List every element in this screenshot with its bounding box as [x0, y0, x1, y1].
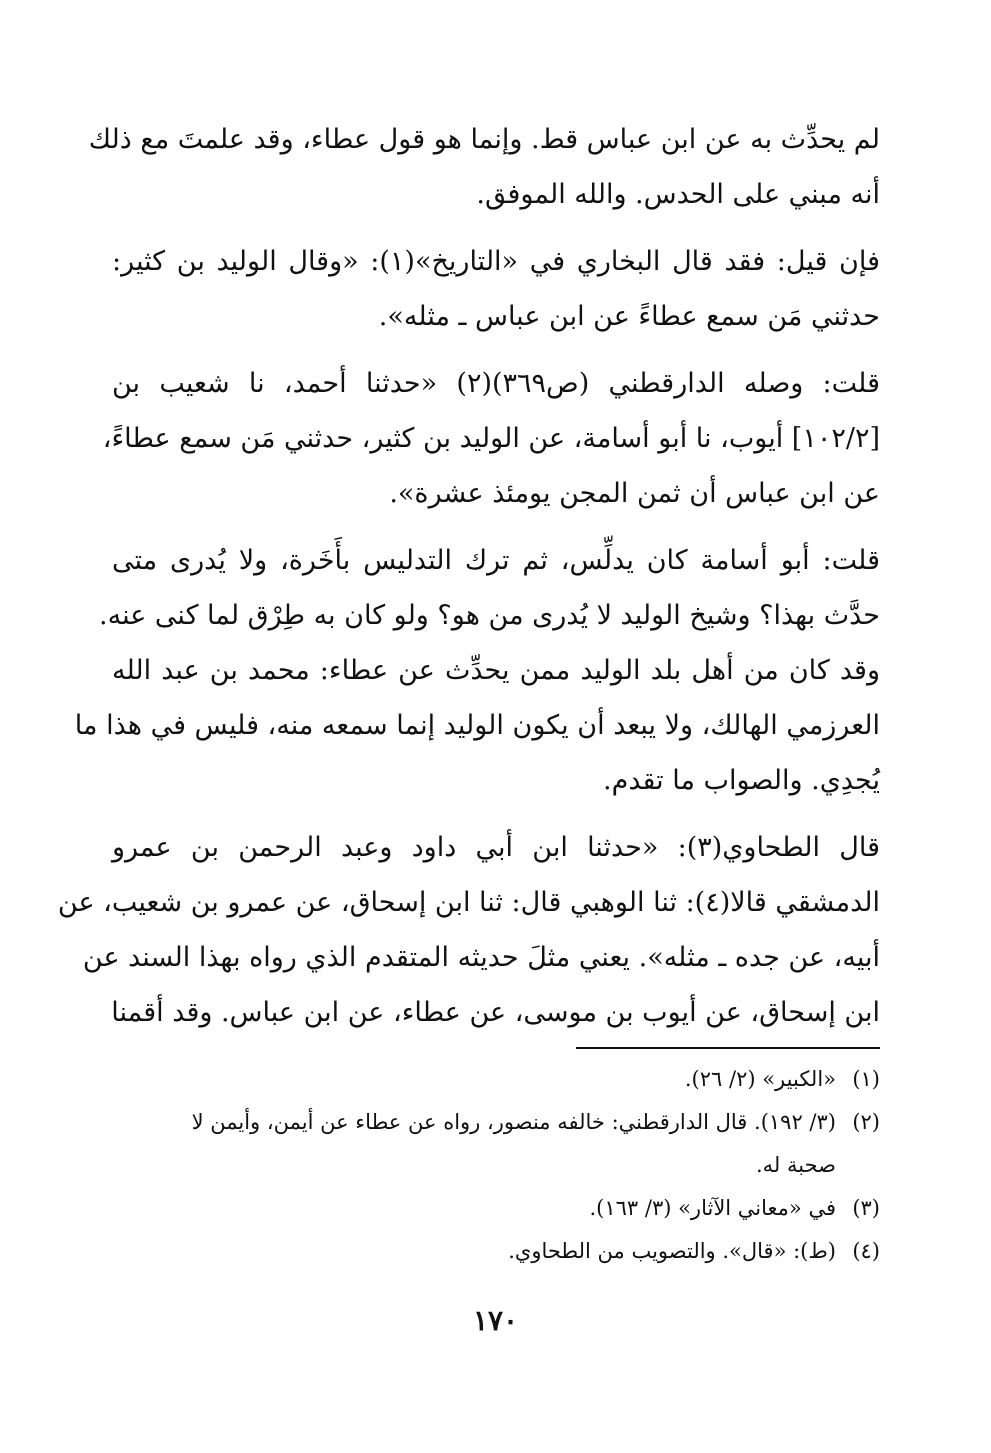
paragraph-1: [88, 112, 880, 222]
footnote-text: «الكبير» (٢/ ٢٦).: [684, 1067, 836, 1091]
text-line: ابن إسحاق، عن أيوب بن موسى، عن عطاء، عن ابن عباس. وقد أقمنا: [111, 997, 880, 1028]
paragraph-2: [112, 234, 880, 344]
footnote-text: صحبة له.: [756, 1153, 836, 1177]
text-line: قال الطحاوي(٣): «حدثنا ابن أبي داود وعبد الرحمن بن عمرو: [112, 832, 880, 863]
footnote-divider: [576, 1047, 880, 1049]
text-line: أبيه، عن جده ـ مثله». يعني مثلَ حديثه المتقدم الذي رواه بهذا السند عن: [82, 942, 880, 973]
text-line: العرزمي الهالك، ولا يبعد أن يكون الوليد إنما سمعه منه، فليس في هذا ما: [74, 710, 880, 741]
paragraph-5: [57, 820, 880, 1040]
footnote-number: (١): [852, 1067, 880, 1091]
text-line: حدَّث بهذا؟ وشيخ الوليد لا يُدرى من هو؟ ولو كان به طِرْق لما كنى عنه.: [99, 600, 880, 631]
footnote-number: (٣): [852, 1196, 880, 1220]
footnote-text: (٣/ ١٩٢). قال الدارقطني: خالفه منصور، رواه عن عطاء عن أيمن، وأيمن لا: [191, 1110, 836, 1134]
text-line: الدمشقي قالا(٤): ثنا الوهبي قال: ثنا ابن إسحاق، عن عمرو بن شعيب، عن: [57, 887, 880, 918]
footnote-2: [112, 1101, 880, 1144]
text-line: عن ابن عباس أن ثمن المجن يومئذ عشرة».: [389, 478, 880, 509]
main-text: [57, 112, 880, 1052]
footnote-2-continuation: [112, 1144, 880, 1187]
text-line: وقد كان من أهل بلد الوليد ممن يحدِّث عن عطاء: محمد بن عبد الله: [112, 655, 880, 686]
footnote-3: [112, 1187, 880, 1230]
paragraph-3: [102, 356, 880, 521]
page-number: ١٧٠: [472, 1304, 519, 1337]
footnote-text: في «معاني الآثار» (٣/ ١٦٣).: [589, 1196, 836, 1220]
text-line: حدثني مَن سمع عطاءً عن ابن عباس ـ مثله».: [378, 301, 880, 332]
footnote-1: [112, 1058, 880, 1101]
text-line: قلت: وصله الدارقطني (ص٣٦٩)(٢) «حدثنا أحمد، نا شعيب بن: [112, 368, 880, 399]
text-line: فإن قيل: فقد قال البخاري في «التاريخ»(١): «وقال الوليد بن كثير:: [112, 246, 880, 277]
footnote-text: (ط): «قال». والتصويب من الطحاوي.: [508, 1239, 836, 1263]
footnotes: [112, 1058, 880, 1273]
text-line: أنه مبني على الحدس. والله الموفق.: [476, 179, 880, 210]
text-line: قلت: أبو أسامة كان يدلِّس، ثم ترك التدليس بأَخَرة، ولا يُدرى متى: [112, 545, 880, 576]
text-line: [١٠٢/٢] أيوب، نا أبو أسامة، عن الوليد بن كثير، حدثني مَن سمع عطاءً،: [102, 423, 880, 454]
text-line: يُجدِي. والصواب ما تقدم.: [603, 765, 880, 796]
footnote-number: (٢): [852, 1110, 880, 1134]
footnote-4: [112, 1230, 880, 1273]
text-line: لم يحدِّث به عن ابن عباس قط. وإنما هو قول عطاء، وقد علمتَ مع ذلك: [88, 124, 880, 155]
paragraph-4: [74, 533, 880, 808]
footnote-number: (٤): [852, 1239, 880, 1263]
